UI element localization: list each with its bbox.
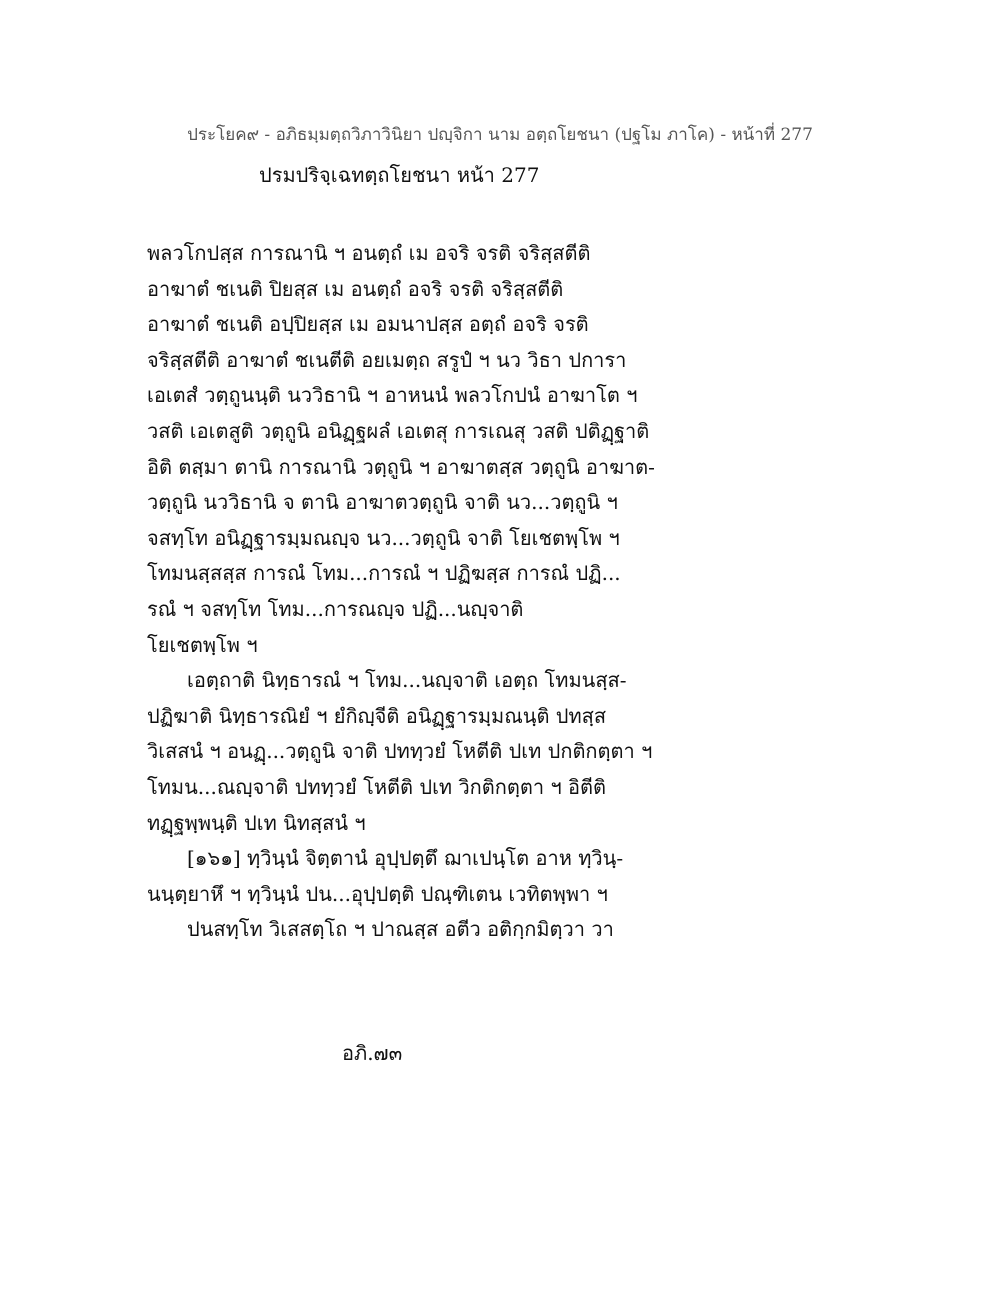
text-line: โทมนสฺสสฺส การณํ โทม...การณํ ฯ ปฏิฆสฺส การณํ ปฏิ...: [147, 561, 621, 586]
paragraph-first-line: เอตฺถาติ นิทฺธารณํ ฯ โทม...นญฺจาติ เอตฺถ โทมนสฺส-: [187, 668, 627, 693]
text-line: เอเตสํ วตฺถูนนฺติ นววิธานิ ฯ อาหนนํ พลวโกปนํ อาฆาโต ฯ: [147, 383, 638, 408]
text-line: อิติ ตสฺมา ตานิ การณานิ วตฺถูนิ ฯ อาฆาตสฺส วตฺถูนิ อาฆาต-: [147, 454, 655, 479]
text-line: อาฆาตํ ชเนติ อปฺปิยสฺส เม อมนาปสฺส อตฺถํ อจริ จรติ: [147, 312, 589, 337]
text-line: วิเสสนํ ฯ อนฏฺ...วตฺถูนิ จาติ ปททฺวยํ โหตีติ ปเท ปกติกตฺตา ฯ: [147, 739, 653, 764]
section-title: ปรมปริจฺเฉทตฺถโยชนา หน้า 277: [259, 163, 540, 187]
text-line: นนฺตฺยาหึ ฯ ทฺวินฺนํ ปน...อุปฺปตฺติ ปณฺฑิเตน เวทิตพฺพา ฯ: [147, 881, 608, 906]
text-line: โยเชตพฺโพ ฯ: [147, 632, 258, 657]
text-line: ปฏิฆาติ นิทฺธารณิยํ ฯ ยํกิญฺจีติ อนิฏฺฐารมฺมณนฺติ ปทสฺส: [147, 703, 607, 728]
text-line: วสติ เอเตสูติ วตฺถูนิ อนิฏฺฐผลํ เอเตสุ การเณสุ วสติ ปติฏฺฐาติ: [147, 418, 650, 443]
signature-mark: อภิ.๗๓: [342, 1041, 403, 1065]
body-text: [147, 236, 867, 948]
text-line: วตฺถูนิ นววิธานิ จ ตานิ อาฆาตวตฺถูนิ จาติ นว...วตฺถูนิ ฯ: [147, 490, 618, 515]
text-line: รณํ ฯ จสทฺโท โทม...การณญฺจ ปฏิ...นญฺจาติ: [147, 596, 524, 621]
paragraph-first-line: [๑๖๑] ทฺวินฺนํ จิตฺตานํ อุปฺปตฺตึ ฌาเปนฺโต อาห ทฺวินฺ-: [187, 846, 624, 871]
running-header-text: ประโยค๙ - อภิธมฺมตฺถวิภาวินิยา ปญฺจิกา นาม อตฺถโยชนา (ปฐโม ภาโค) - หน้าที่ 277: [187, 125, 813, 145]
running-header: [0, 121, 1000, 148]
text-line: โทมน...ณญฺจาติ ปททฺวยํ โหตีติ ปเท วิกติกตฺตา ฯ อิตีติ: [147, 774, 607, 799]
text-line: จริสฺสตีติ อาฆาตํ ชเนตีติ อยเมตฺถ สรูปํ ฯ นว วิธา ปการา: [147, 347, 627, 372]
text-line: จสทฺโท อนิฏฺฐารมฺมณญฺจ นว...วตฺถูนิ จาติ โยเชตพฺโพ ฯ: [147, 525, 620, 550]
text-line: อาฆาตํ ชเนติ ปิยสฺส เม อนตฺถํ อจริ จรติ จริสฺสตีติ: [147, 276, 564, 301]
text-line: พลวโกปสฺส การณานิ ฯ อนตฺถํ เม อจริ จรติ จริสฺสตีติ: [147, 241, 591, 265]
text-line: ทฏฺฐพฺพนฺติ ปเท นิทสฺสนํ ฯ: [147, 810, 366, 835]
paragraph-first-line: ปนสทฺโท วิเสสตฺโถ ฯ ปาณสฺส อตีว อติกฺกมิตฺวา วา: [187, 917, 614, 942]
